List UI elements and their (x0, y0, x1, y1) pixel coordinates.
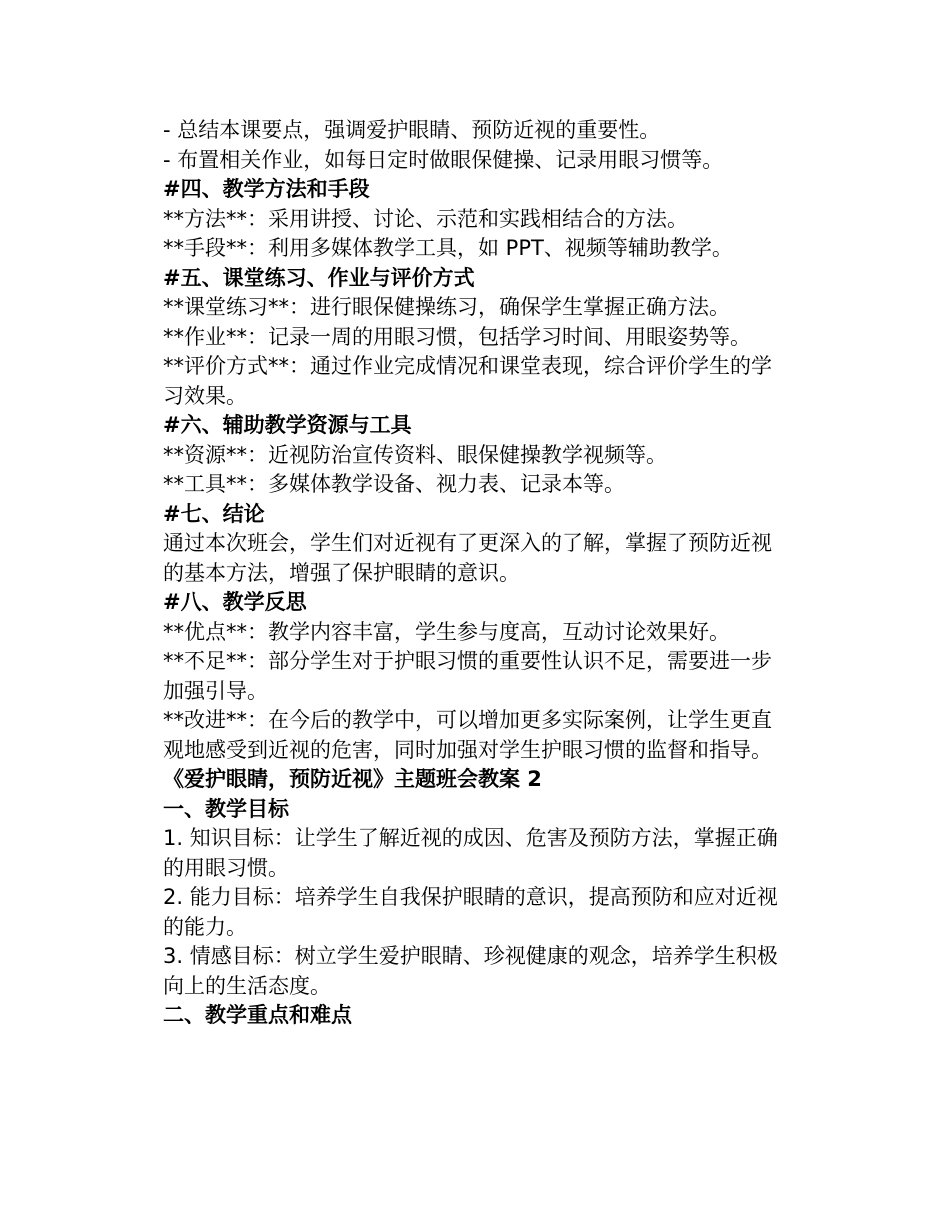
evaluation-line: **评价方式**：通过作业完成情况和课堂表现，综合评价学生的学习效果。 (163, 354, 772, 408)
section-heading-resources: #六、辅助教学资源与工具 (163, 413, 412, 437)
means-line: **手段**：利用多媒体教学工具，如 PPT、视频等辅助教学。 (163, 236, 733, 260)
assignment-line: **作业**：记录一周的用眼习惯，包括学习时间、用眼姿势等。 (163, 324, 751, 349)
summary-line: - 总结本课要点，强调爱护眼睛、预防近视的重要性。 (163, 118, 661, 142)
emotion-objective-line: 3. 情感目标：树立学生爱护眼睛、珍视健康的观念，培养学生积极向上的生活态度。 (163, 944, 778, 998)
section-heading-practice: #五、课堂练习、作业与评价方式 (163, 265, 475, 290)
strengths-line: **优点**：教学内容丰富，学生参与度高，互动讨论效果好。 (163, 619, 730, 644)
resources-line: **资源**：近视防治宣传资料、眼保健操教学视频等。 (163, 442, 667, 467)
section-heading-objectives: 一、教学目标 (163, 796, 289, 821)
knowledge-objective-line: 1. 知识目标：让学生了解近视的成因、危害及预防方法，掌握正确的用眼习惯。 (163, 826, 778, 880)
section-heading-methods: #四、教学方法和手段 (163, 177, 370, 201)
tools-line: **工具**：多媒体教学设备、视力表、记录本等。 (163, 472, 625, 496)
section-heading-key-points: 二、教学重点和难点 (163, 1003, 352, 1027)
conclusion-paragraph: 通过本次班会，学生们对近视有了更深入的了解，掌握了预防近视的基本方法，增强了保护眼睛的意识。 (163, 531, 772, 585)
improvements-line: **改进**：在今后的教学中，可以增加更多实际案例，让学生更直观地感受到近视的危害，同时加强对学生护眼习惯的监督和指导。 (163, 708, 772, 762)
methods-line: **方法**：采用讲授、讨论、示范和实践相结合的方法。 (163, 206, 688, 231)
class-practice-line: **课堂练习**：进行眼保健操练习，确保学生掌握正确方法。 (163, 295, 730, 319)
ability-objective-line: 2. 能力目标：培养学生自我保护眼睛的意识，提高预防和应对近视的能力。 (163, 885, 778, 939)
document-page (163, 116, 783, 1031)
section-heading-conclusion: #七、结论 (163, 501, 265, 526)
homework-line: - 布置相关作业，如每日定时做眼保健操、记录用眼习惯等。 (163, 147, 724, 172)
weaknesses-line: **不足**：部分学生对于护眼习惯的重要性认识不足，需要进一步加强引导。 (163, 649, 772, 703)
section-heading-reflection: #八、教学反思 (163, 590, 307, 614)
lesson-plan-2-title: 《爱护眼睛，预防近视》主题班会教案 2 (163, 767, 542, 791)
